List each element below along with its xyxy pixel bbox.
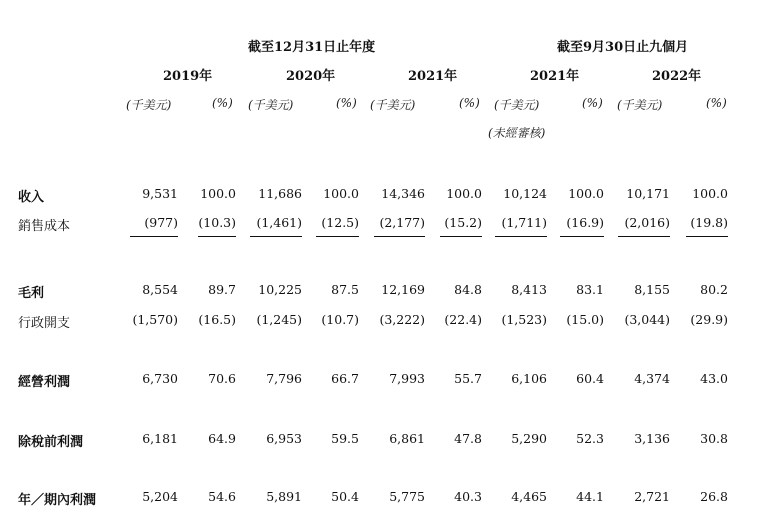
header-nine-month-group: 截至9月30日止九個月 <box>557 40 689 55</box>
cell-pct-2019: 64.9 <box>208 431 236 446</box>
row-label: 收入 <box>18 190 45 205</box>
subtotal-underline <box>686 236 728 237</box>
cell-usd-2021: (3,222) <box>379 312 425 327</box>
cell-usd-2019: (1,570) <box>132 312 178 327</box>
cell-pct-2022: 43.0 <box>700 371 728 386</box>
unit-pct-2020: (%) <box>336 96 357 110</box>
cell-usd-2022: (2,016) <box>624 215 670 230</box>
cell-pct-2020: 50.4 <box>331 489 359 504</box>
cell-usd-2021-9m: 4,465 <box>511 489 547 504</box>
cell-pct-2022: 26.8 <box>700 489 728 504</box>
cell-usd-2021: 6,861 <box>389 431 425 446</box>
subtotal-underline <box>130 236 178 237</box>
cell-pct-2021: 47.8 <box>454 431 482 446</box>
cell-usd-2021-9m: 6,106 <box>511 371 547 386</box>
cell-usd-2022: 2,721 <box>634 489 670 504</box>
cell-usd-2022: 8,155 <box>634 282 670 297</box>
cell-usd-2021-9m: 8,413 <box>511 282 547 297</box>
row-label: 毛利 <box>18 286 45 301</box>
header-year-2021: 2021年 <box>408 69 458 84</box>
cell-usd-2019: 8,554 <box>142 282 178 297</box>
cell-pct-2021: 100.0 <box>446 186 482 201</box>
cell-pct-2019: 89.7 <box>208 282 236 297</box>
cell-pct-2022: (19.8) <box>690 215 728 230</box>
cell-pct-2020: (12.5) <box>321 215 359 230</box>
cell-usd-2021: 7,993 <box>389 371 425 386</box>
cell-pct-2021-9m: 83.1 <box>576 282 604 297</box>
cell-pct-2021-9m: (15.0) <box>566 312 604 327</box>
row-label: 年／期內利潤 <box>18 493 97 508</box>
cell-pct-2020: 59.5 <box>331 431 359 446</box>
row-label: 經營利潤 <box>18 375 71 390</box>
cell-usd-2021: 5,775 <box>389 489 425 504</box>
cell-pct-2020: (10.7) <box>321 312 359 327</box>
unit-usd-2021-nine-months: (千美元) <box>494 98 540 112</box>
cell-pct-2021: 40.3 <box>454 489 482 504</box>
subtotal-underline <box>250 236 302 237</box>
cell-pct-2022: 30.8 <box>700 431 728 446</box>
cell-pct-2020: 87.5 <box>331 282 359 297</box>
cell-pct-2021: (22.4) <box>444 312 482 327</box>
header-year-2022: 2022年 <box>652 69 702 84</box>
cell-pct-2022: (29.9) <box>690 312 728 327</box>
cell-usd-2019: 9,531 <box>142 186 178 201</box>
cell-usd-2020: 5,891 <box>266 489 302 504</box>
header-year-2020: 2020年 <box>286 69 336 84</box>
row-label: 銷售成本 <box>18 219 71 234</box>
header-year-2019: 2019年 <box>163 69 213 84</box>
cell-pct-2021: 55.7 <box>454 371 482 386</box>
cell-usd-2019: 6,730 <box>142 371 178 386</box>
cell-pct-2019: (10.3) <box>198 215 236 230</box>
cell-usd-2021: 14,346 <box>381 186 425 201</box>
unit-pct-2021: (%) <box>459 96 480 110</box>
header-year-end-group: 截至12月31日止年度 <box>248 40 376 55</box>
cell-usd-2021-9m: (1,523) <box>501 312 547 327</box>
cell-pct-2019: 70.6 <box>208 371 236 386</box>
cell-pct-2022: 80.2 <box>700 282 728 297</box>
cell-pct-2020: 100.0 <box>323 186 359 201</box>
cell-usd-2021-9m: (1,711) <box>501 215 547 230</box>
cell-pct-2019: (16.5) <box>198 312 236 327</box>
cell-usd-2019: 5,204 <box>142 489 178 504</box>
cell-usd-2022: (3,044) <box>624 312 670 327</box>
subtotal-underline <box>198 236 236 237</box>
subtotal-underline <box>374 236 425 237</box>
subtotal-underline <box>495 236 547 237</box>
subtotal-underline <box>316 236 359 237</box>
cell-pct-2021-9m: 100.0 <box>568 186 604 201</box>
cell-usd-2021: 12,169 <box>381 282 425 297</box>
unit-pct-2019: (%) <box>212 96 233 110</box>
cell-pct-2021: (15.2) <box>444 215 482 230</box>
cell-usd-2021-9m: 5,290 <box>511 431 547 446</box>
subtotal-underline <box>560 236 604 237</box>
row-label: 行政開支 <box>18 316 71 331</box>
unit-usd-2021: (千美元) <box>370 98 416 112</box>
cell-usd-2019: (977) <box>144 215 178 230</box>
row-label: 除稅前利潤 <box>18 435 84 450</box>
header-year-2021-nine-months: 2021年 <box>530 69 580 84</box>
cell-pct-2021-9m: 44.1 <box>576 489 604 504</box>
cell-pct-2021-9m: 60.4 <box>576 371 604 386</box>
subtotal-underline <box>440 236 482 237</box>
cell-pct-2021-9m: (16.9) <box>566 215 604 230</box>
cell-usd-2021: (2,177) <box>379 215 425 230</box>
subtotal-underline <box>618 236 670 237</box>
cell-pct-2020: 66.7 <box>331 371 359 386</box>
cell-pct-2022: 100.0 <box>692 186 728 201</box>
cell-usd-2020: 7,796 <box>266 371 302 386</box>
unit-usd-2020: (千美元) <box>248 98 294 112</box>
cell-usd-2019: 6,181 <box>142 431 178 446</box>
cell-usd-2020: (1,461) <box>256 215 302 230</box>
unit-pct-2021-nine-months: (%) <box>582 96 603 110</box>
cell-usd-2020: 11,686 <box>258 186 302 201</box>
cell-usd-2020: 6,953 <box>266 431 302 446</box>
unit-pct-2022: (%) <box>706 96 727 110</box>
unaudited-note: (未經審核) <box>488 126 546 140</box>
cell-pct-2021-9m: 52.3 <box>576 431 604 446</box>
cell-usd-2022: 3,136 <box>634 431 670 446</box>
unit-usd-2019: (千美元) <box>126 98 172 112</box>
cell-usd-2022: 4,374 <box>634 371 670 386</box>
cell-usd-2021-9m: 10,124 <box>503 186 547 201</box>
cell-usd-2020: 10,225 <box>258 282 302 297</box>
cell-usd-2020: (1,245) <box>256 312 302 327</box>
cell-usd-2022: 10,171 <box>626 186 670 201</box>
cell-pct-2021: 84.8 <box>454 282 482 297</box>
cell-pct-2019: 54.6 <box>208 489 236 504</box>
cell-pct-2019: 100.0 <box>200 186 236 201</box>
unit-usd-2022: (千美元) <box>617 98 663 112</box>
